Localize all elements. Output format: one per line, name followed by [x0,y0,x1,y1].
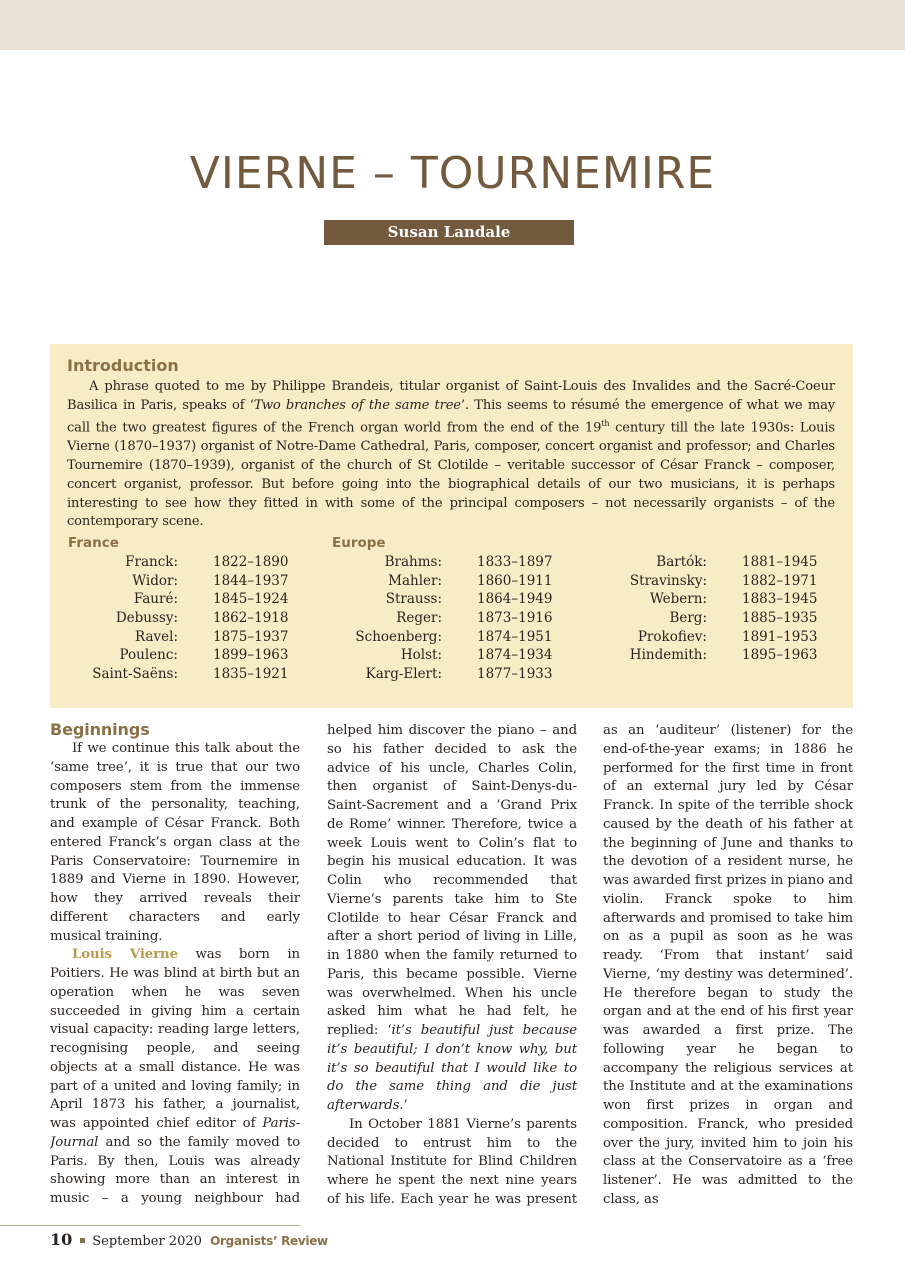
intro-text-c: century till the late 1930s: Louis Vierne (1870–1937) organist of Notre-Dame Cathedral, Paris, composer, concert organist and professor; and Charles Tournemire (1870–1939), organist of the church of St Clotilde – veritable successor of César Franck – composer, concert organist, professor. But before going into the biographical details of our two musicians, it is perhaps interesting to see how they fitted in with some of the principal composers – not necessarily organists – of the contemporary scene. [67,420,836,530]
composer-name: Poulenc: [119,647,178,664]
beginnings-paragraph-3-cont: as an ‘auditeur’ (listener) for the end-of-the-year exams; in 1886 he performed for the first time in front of an external jury led by César Franck. In spite of the terrible shock caused by the death of his father at the beginning of June and thanks to the devotion of a resident nurse, he was awarded first prizes in piano and violin. Franck spoke to him afterwards and promised to take him on as a pupil as soon as he was ready. ‘From that instant’ said Vierne, ‘my destiny was determined’. He therefore began to study the organ and at the end of his first year was awarded a first prize. The following year he began to accompany the religious services at the Institute and at the examinations won first prizes in organ and composition. Franck, who presided over the jury, invited him to join his class at the Conservatoire as a ‘free listener’. He was admitted to the class, as [603,723,853,1207]
p2-text-b-cont: helped him discover the piano – and so his father decided to ask the advice of his uncle, Charles Colin, then organist of Saint-Denys-du-Saint-Sacrement and a ‘Grand Prix de Rome’ winner. Therefore, twice a week Louis went to Colin’s flat to begin his musical education. It was Colin who recommended that Vierne’s parents take him to Ste Clotilde to hear César Franck and after a short period of living in Lille, in 1880 when the family returned to Paris, this became possible. Vierne was overwhelmed. When his uncle asked him what he had felt, he replied: ‘ [327,723,577,1038]
author-badge: Susan Landale [324,220,574,245]
p2-text-b: and so the family moved to Paris. By then, Louis was already showing more than an interest in music – a young neighbour had [50,1134,300,1206]
composer-dates: 1844–1937 [213,572,289,589]
louis-vierne-highlight: Louis Vierne [72,947,178,963]
france-composer-list [70,553,288,684]
article-title: VIERNE – TOURNEMIRE [189,148,716,199]
composer-row [334,590,552,609]
composer-dates: 1845–1924 [213,591,289,608]
composer-name: Saint-Saëns: [92,666,178,683]
composer-name: Franck: [125,554,178,570]
composer-dates: 1873–1916 [477,610,553,627]
composer-name: Reger: [396,610,442,627]
composer-dates: 1860–1911 [477,572,553,589]
composer-name: Karg-Elert: [365,666,442,683]
footer-rule [0,1225,300,1226]
intro-superscript: th [601,419,610,429]
composer-dates: 1864–1949 [477,591,553,608]
composer-name: Mahler: [388,572,442,589]
europe-heading: Europe [332,535,386,551]
column-window [327,722,577,1210]
composer-name: Stravinsky: [629,572,707,589]
magazine-name: Organists’ Review [210,1234,328,1248]
beginnings-text-continued [603,722,853,1210]
composer-row [334,553,552,572]
composer-dates: 1822–1890 [213,554,289,570]
composer-dates: 1881–1945 [742,554,818,570]
composer-dates: 1874–1934 [477,647,553,664]
composer-name: Holst: [400,647,442,664]
composer-row [70,590,288,609]
composer-row [597,572,817,591]
composer-name: Ravel: [134,628,178,645]
vierne-quote-cont: it’s beautiful just because it’s beautiful; I don’t know why, but it’s so beautiful that I would like to do the same thing and die just afterwards. [327,1023,577,1113]
composer-name: Fauré: [133,591,178,608]
europe-composer-list-1 [334,553,552,684]
composer-row [70,572,288,591]
beginnings-paragraph-3-cont: In October 1881 Vierne’s parents decided to entrust him to the National Institute for Blind Children where he spent the next nine years of his life. Each year he was present [327,1116,577,1207]
composer-name: Berg: [669,610,707,627]
composer-name: Prokofiev: [637,628,707,645]
composer-row [597,590,817,609]
composer-name: Webern: [649,591,707,608]
composer-dates: 1885–1935 [742,610,818,627]
page-footer [50,1230,328,1252]
composer-row [597,646,817,665]
beginnings-heading: Beginnings [50,720,150,739]
composer-row [334,646,552,665]
composer-name: Hindemith: [629,647,707,664]
p2-text-a: was born in Poitiers. He was blind at birth but an operation when he was seven succeeded in giving him a certain visual capacity: reading large letters, recognising people, and seeing objects at a small distance. He was part of a united and loving family; in April 1873 his father, a journalist, was appointed chief editor of [50,947,300,1131]
composer-dates: 1875–1937 [213,628,289,645]
composer-dates: 1877–1933 [477,666,553,683]
composer-dates: 1835–1921 [213,666,289,683]
composer-dates: 1891–1953 [742,628,818,645]
column-window [603,722,853,1210]
beginnings-text-continued [327,722,577,1210]
introduction-heading: Introduction [67,356,179,375]
composer-name: Bartók: [656,554,707,570]
composer-row [70,665,288,684]
composer-dates: 1882–1971 [742,572,818,589]
composer-dates: 1862–1918 [213,610,289,627]
composer-dates: 1899–1963 [213,647,289,664]
composer-dates: 1874–1951 [477,628,553,645]
beginnings-text [50,740,300,1209]
composer-row [334,572,552,591]
composer-row [70,628,288,647]
composer-name: Strauss: [385,591,442,608]
top-band [0,0,905,50]
france-heading: France [68,535,119,551]
composer-row [597,609,817,628]
composer-name: Debussy: [115,610,178,627]
p2-text-c-cont: ’ [403,1098,408,1113]
column-window [50,740,300,1209]
composer-name: Schoenberg: [355,628,442,645]
intro-text-a: A phrase quoted to me by Philippe Brandeis, titular organist of Saint-Louis des Invalides and the Sacré-Coeur Basilica in Paris, speaks of ‘ [67,379,835,413]
beginnings-paragraph-1: If we continue this talk about the ‘same tree’, it is true that our two composers stem from the immense trunk of the personality, teaching, and example of César Franck. Both entered Franck’s organ class at the Paris Conservatoire: Tournemire in 1889 and Vierne in 1890. However, how they arrived reveals their different characters and early musical training. [50,741,300,944]
composer-row [70,553,288,572]
beginnings-paragraph-2-cont [327,722,577,1116]
intro-text-b: ’. This seems to résumé the emergence of what we may call the two greatest figures of the French organ world from the end of the 19 [67,397,835,436]
page-number: 10 [50,1230,73,1249]
intro-quote: Two branches of the same tree [253,397,461,413]
beginnings-paragraph-2 [50,946,300,1209]
composer-row [70,646,288,665]
composer-row [334,628,552,647]
issue-date: September 2020 [92,1234,202,1249]
composer-dates: 1833–1897 [477,554,553,570]
paris-journal-title: Paris-Journal [50,1116,300,1150]
square-bullet-icon [80,1238,85,1243]
composer-dates: 1895–1963 [742,647,818,664]
body-column-1 [50,720,300,1206]
europe-composer-list-2 [597,553,817,665]
composer-row [334,665,552,684]
composer-row [597,628,817,647]
composer-name: Brahms: [384,554,442,570]
composer-name: Widor: [132,572,178,589]
composer-row [334,609,552,628]
composer-row [70,609,288,628]
composer-row [597,553,817,572]
introduction-paragraph [67,378,835,532]
composer-dates: 1883–1945 [742,591,818,608]
